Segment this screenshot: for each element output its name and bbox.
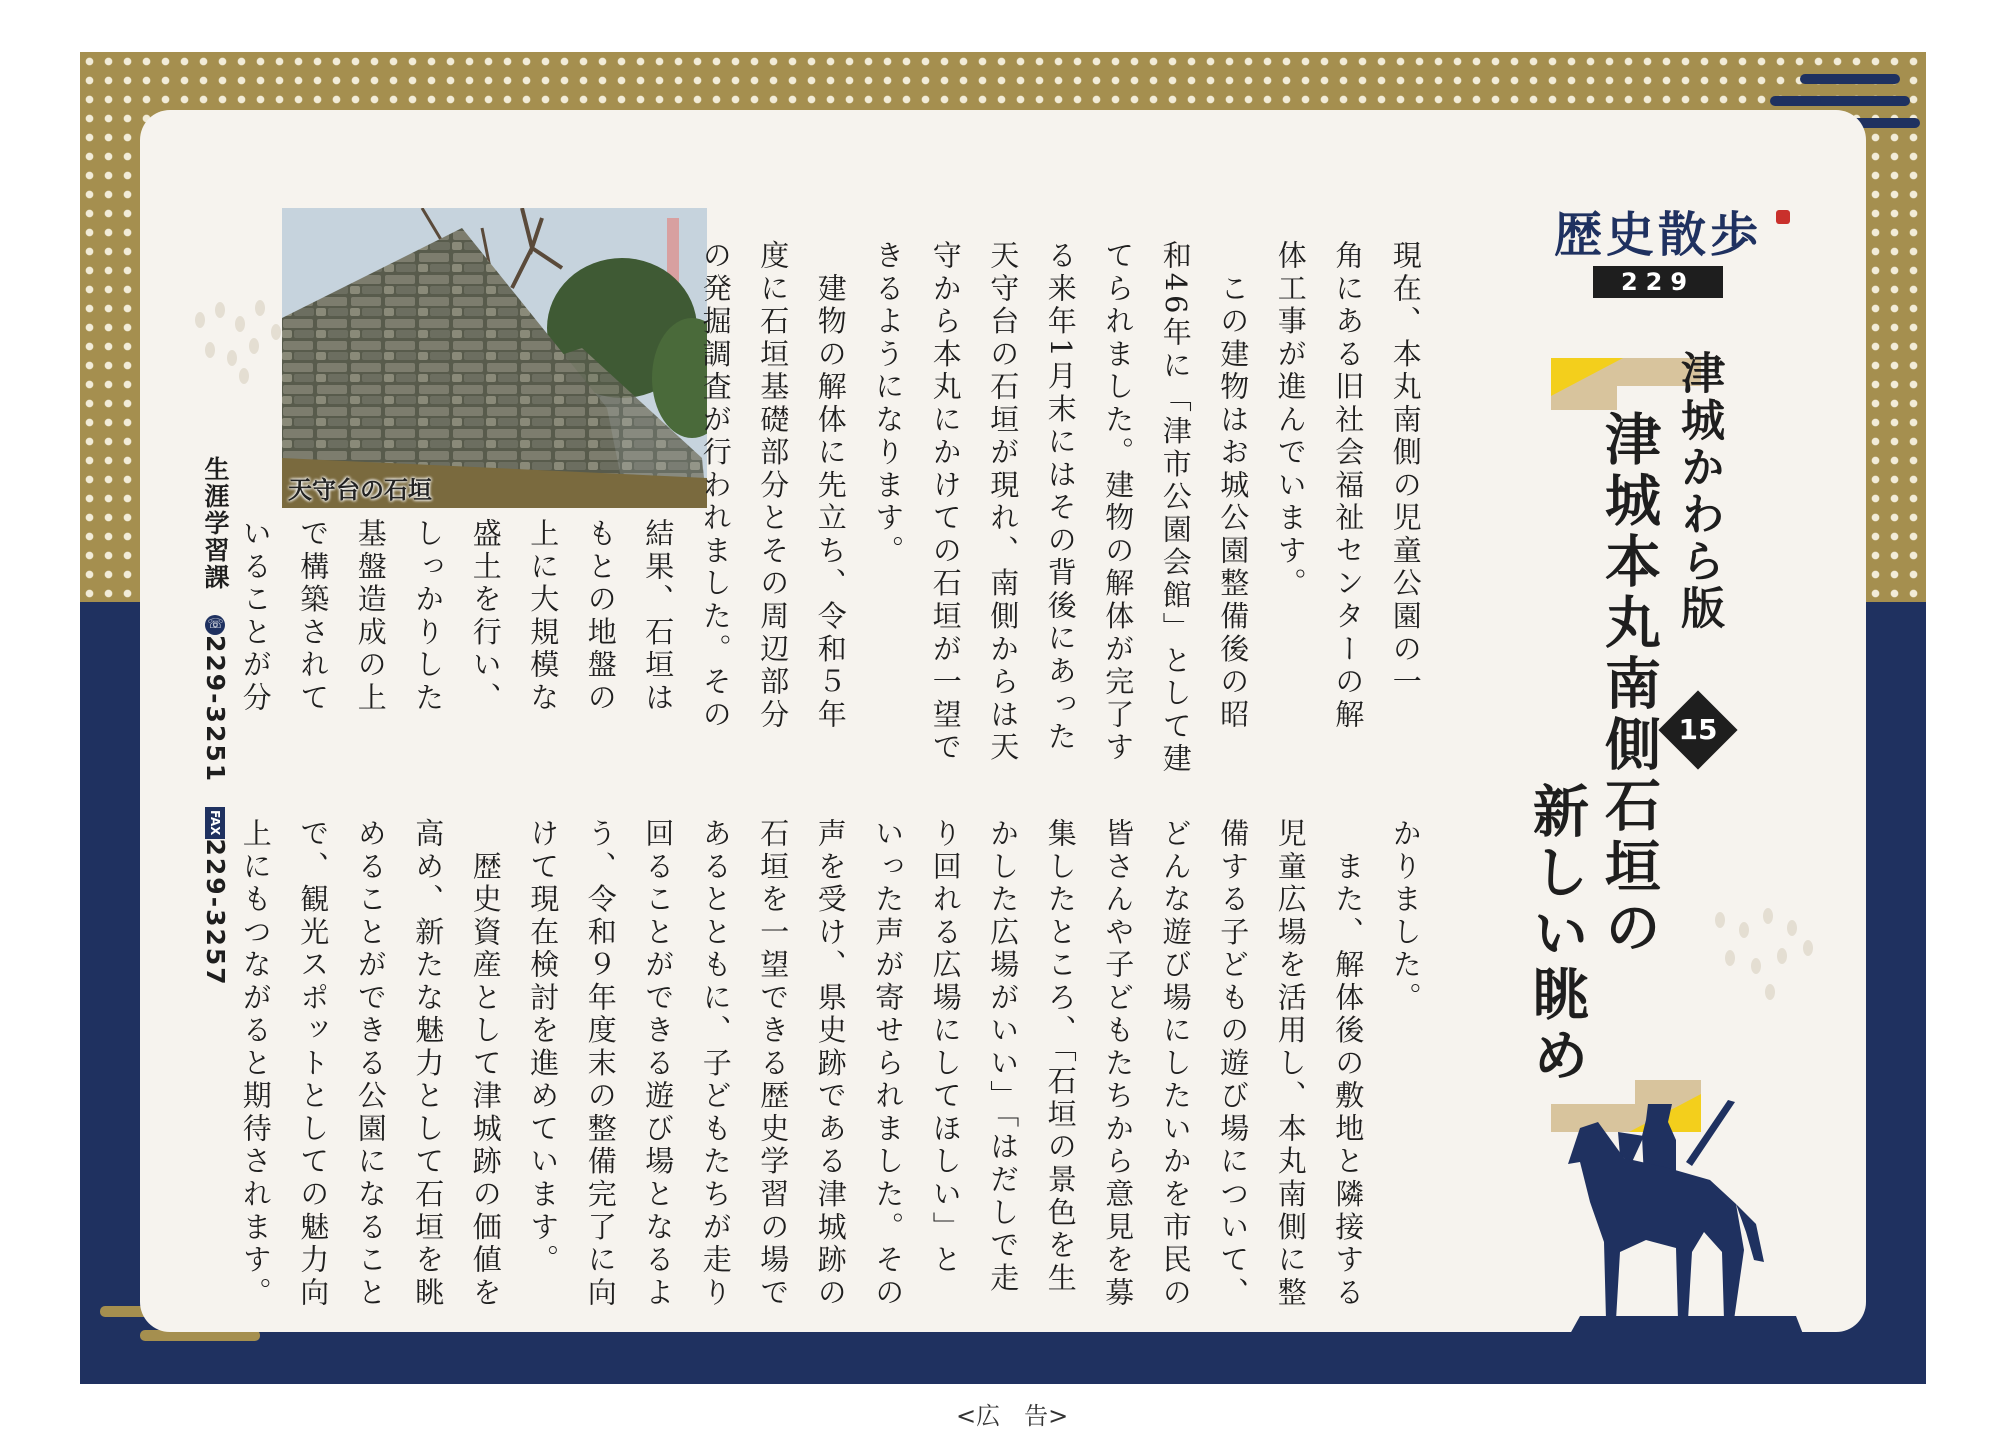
text-column: きるようになります。	[871, 240, 906, 568]
series-title: 歴史散歩	[1553, 207, 1762, 263]
text-column: 高め、新たな魅力として石垣を眺	[411, 818, 446, 1310]
text-column: けて現在検討を進めています。	[526, 818, 561, 1277]
text-column: り回れる広場にしてほしい」と	[928, 818, 963, 1277]
episode-number: 15	[1678, 713, 1718, 746]
text-column: る来年1月末にはその背後にあった	[1043, 240, 1078, 754]
article-panel	[140, 110, 1866, 1332]
text-column: 現在、本丸南側の児童公園の一	[1388, 240, 1423, 699]
text-column: いることが分	[238, 518, 273, 715]
text-column: 児童広場を活用し、本丸南側に整	[1273, 818, 1308, 1310]
text-column: あるとともに、子どもたちが走り	[698, 818, 733, 1310]
text-column: かした広場がいい」「はだしで走	[986, 818, 1021, 1296]
series-logo	[1540, 208, 1776, 298]
phone-icon: ☏	[205, 615, 225, 635]
text-column: の発掘調査が行われました。その	[698, 240, 733, 732]
issue-number-badge: 229	[1593, 266, 1723, 298]
text-column: 上に大規模な	[526, 518, 561, 715]
fax-icon: FAX	[205, 807, 225, 838]
photo-caption: 天守台の石垣	[288, 476, 432, 504]
text-column: また、解体後の敷地と隣接する	[1331, 818, 1366, 1310]
samurai-horse-silhouette-icon	[1560, 1092, 1810, 1332]
text-column: 皆さんや子どもたちから意見を募	[1101, 818, 1136, 1310]
stone-wall-image-icon	[282, 208, 707, 508]
title-line-2: 新しい眺め	[1524, 782, 1589, 1087]
text-column: 声を受け、県史跡である津城跡の	[813, 818, 848, 1310]
text-column: 和46年に「津市公園会館」として建	[1158, 240, 1193, 776]
text-column: 結果、石垣は	[641, 518, 676, 715]
text-column: 基盤造成の上	[353, 518, 388, 715]
advertisement-note: <広 告>	[956, 1402, 1069, 1430]
text-column: で、観光スポットとしての魅力向	[296, 818, 331, 1310]
contact-text	[200, 456, 230, 987]
text-column: 石垣を一望できる歴史学習の場で	[756, 818, 791, 1310]
title-line-1: 津城本丸南側石垣の	[1596, 410, 1661, 959]
text-column: 回ることができる遊び場となるよ	[641, 818, 676, 1310]
text-column: で構築されて	[296, 518, 331, 715]
text-column: 盛土を行い、	[468, 518, 503, 715]
article-frame	[80, 52, 1926, 1384]
fax-number: 229-3257	[201, 838, 230, 987]
subtitle: 津城かわら版	[1673, 350, 1724, 632]
phone-number: 229-3251	[201, 635, 230, 784]
text-column: 角にある旧社会福祉センターの解	[1331, 240, 1366, 732]
text-column: 度に石垣基礎部分とその周辺部分	[756, 240, 791, 732]
department-name: 生涯学習課	[201, 456, 230, 591]
text-column: てられました。建物の解体が完了す	[1101, 240, 1136, 765]
text-column: 体工事が進んでいます。	[1273, 240, 1308, 601]
text-column: もとの地盤の	[583, 518, 618, 715]
text-column: 守から本丸にかけての石垣が一望で	[928, 240, 963, 765]
text-column: 集したところ、「石垣の景色を生	[1043, 818, 1078, 1296]
text-column: 天守台の石垣が現れ、南側からは天	[986, 240, 1021, 765]
text-column: 上にもつながると期待されます。	[238, 818, 273, 1310]
text-column: めることができる公園になること	[353, 818, 388, 1310]
text-column: 歴史資産として津城跡の価値を	[468, 818, 503, 1310]
logo-dot-icon	[1776, 210, 1790, 224]
stone-wall-photo	[282, 208, 707, 508]
text-column: いった声が寄せられました。その	[871, 818, 906, 1310]
text-column: 建物の解体に先立ち、令和５年	[813, 240, 848, 732]
text-column: かりました。	[1388, 818, 1423, 1015]
text-column: この建物はお城公園整備後の昭	[1216, 240, 1251, 732]
text-column: どんな遊び場にしたいかを市民の	[1158, 818, 1193, 1310]
text-column: う、令和９年度末の整備完了に向	[583, 818, 618, 1310]
text-column: 備する子どもの遊び場について、	[1216, 818, 1251, 1310]
speckle-decoration-right-icon	[1700, 900, 1830, 1010]
text-column: しっかりした	[411, 518, 446, 715]
